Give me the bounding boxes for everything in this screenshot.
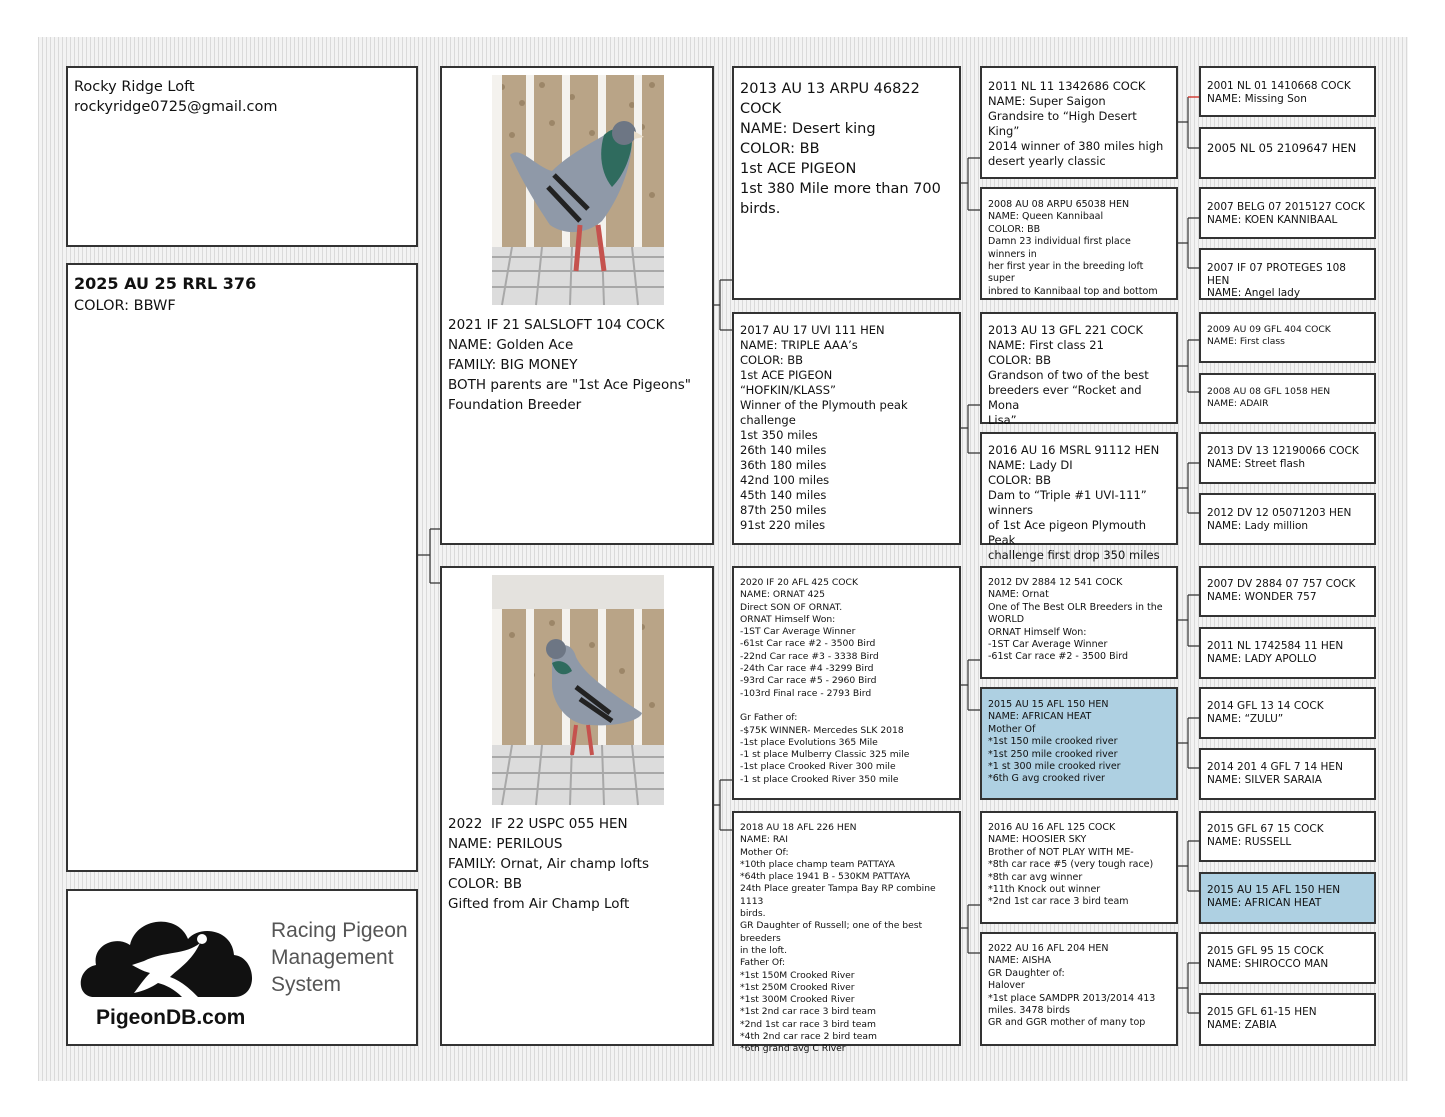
pedigree-line: 2009 AU 09 GFL 404 COCK [1207, 324, 1331, 335]
pedigree-line: 2014 GFL 13 14 COCK [1207, 700, 1324, 712]
pedigree-line: 2014 winner of 380 miles high [988, 139, 1164, 153]
gen4-box [1199, 373, 1376, 424]
pedigree-line: *6th G avg crooked river [988, 773, 1105, 785]
pedigree-line: *64th place 1941 B - 530KM PATTAYA [740, 871, 911, 883]
pedigree-line: -$75K WINNER- Mercedes SLK 2018 [740, 724, 904, 736]
pedigree-line: 2013 DV 13 12190066 COCK [1207, 445, 1359, 457]
logo-site: PigeonDB.com [96, 1006, 246, 1029]
pedigree-line: 36th 180 miles [740, 458, 827, 472]
pedigree-line: Father Of: [740, 957, 786, 969]
grandparent-box [732, 811, 961, 1055]
pedigree-line: Damn 23 individual first place winners in [988, 236, 1134, 260]
pedigree-line: -1 st place Crooked River 350 mile [740, 773, 899, 785]
pedigree-line: *1st place SAMDPR 2013/2014 413 [988, 992, 1156, 1004]
pedigree-line: desert yearly classic [988, 154, 1106, 168]
pedigree-line: NAME: Street flash [1207, 457, 1306, 470]
pedigree-line: *1st 300M Crooked River [740, 994, 855, 1006]
pedigree-line: 2020 IF 20 AFL 425 COCK [740, 577, 858, 588]
gen4-box [1199, 493, 1376, 545]
pedigree-line: NAME: ZABIA [1207, 1018, 1277, 1031]
pedigree-line: 91st 220 miles [740, 518, 826, 532]
dam-line: FAMILY: Ornat, Air champ lofts [448, 856, 649, 872]
pedigree-line: *8th car race #5 (very tough race) [988, 859, 1154, 871]
pedigree-line: NAME: HOOSIER SKY [988, 834, 1087, 846]
pedigree-line: 42nd 100 miles [740, 473, 830, 487]
pedigree-line: NAME: AISHA [988, 955, 1051, 967]
pedigree-line: *1 st 300 mile crooked river [988, 761, 1121, 773]
gen4-box [1199, 932, 1376, 984]
dam-line: COLOR: BB [448, 876, 523, 892]
pedigree-line: NAME: SHIROCCO MAN [1207, 957, 1329, 970]
pedigree-line: 24th Place greater Tampa Bay RP combine 1113 [740, 883, 939, 907]
pedigree-line: 2008 AU 08 GFL 1058 HEN [1207, 386, 1331, 397]
great-grandparent-box [980, 566, 1178, 679]
pedigree-line: NAME: RUSSELL [1207, 835, 1292, 848]
pedigree-line: -24th Car race #4 -3299 Bird [740, 663, 874, 675]
pedigree-line: *1st 2nd car race 3 bird team [740, 1006, 876, 1018]
great-grandparent-box [980, 312, 1178, 427]
pedigree-line: 26th 140 miles [740, 443, 827, 457]
sire-line: Foundation Breeder [448, 397, 582, 413]
great-grandparent-box [980, 932, 1178, 1046]
pedigree-line: NAME: RAI [740, 834, 788, 846]
subject-color: COLOR: BBWF [74, 298, 176, 314]
sire-line: 2021 IF 21 SALSLOFT 104 COCK [448, 317, 665, 333]
pedigree-line: 1st ACE PIGEON [740, 368, 833, 382]
pedigree-line [740, 700, 953, 712]
sire-box [440, 66, 714, 545]
pedigree-line: -103rd Final race - 2793 Bird [740, 687, 872, 699]
pedigree-line: 2007 BELG 07 2015127 COCK [1207, 201, 1365, 213]
pedigree-line: Dam to “Triple #1 UVI-111” winners [988, 488, 1151, 517]
pedigree-line: NAME: Lady DI [988, 458, 1073, 472]
pedigree-line: GR Daughter of Russell; one of the best breeders [740, 920, 926, 944]
pedigree-line: NAME: Super Saigon [988, 94, 1106, 108]
pedigree-line: COLOR: BB [740, 353, 804, 367]
pedigree-line: NAME: LADY APOLLO [1207, 652, 1317, 665]
pedigree-line: -93rd Car race #5 - 2960 Bird [740, 675, 877, 687]
loft-info-box [66, 66, 418, 247]
pedigree-line: her first year in the breeding loft super [988, 261, 1147, 285]
pedigree-line: 1st 350 miles [740, 428, 818, 442]
pedigree-line: -22nd Car race #3 - 3338 Bird [740, 650, 879, 662]
gen4-box-highlighted [1199, 872, 1376, 924]
pedigree-line: 2015 GFL 67 15 COCK [1207, 823, 1324, 835]
pedigree-line: birds. [740, 908, 766, 920]
pedigree-line: ORNAT Himself Won: [988, 626, 1087, 638]
pedigree-line: NAME: First class 21 [988, 338, 1104, 352]
pedigree-line: COLOR: BB [988, 353, 1052, 367]
pedigree-line: 2013 AU 13 ARPU 46822 COCK [740, 81, 925, 117]
pedigree-line: NAME: Lady million [1207, 519, 1309, 532]
pedigree-line: 1st 380 Mile more than 700 [740, 181, 941, 197]
pedigree-line: GR Daughter of: [988, 967, 1065, 979]
pedigree-line: 2012 DV 2884 12 541 COCK [988, 577, 1123, 588]
pedigree-line: ORNAT Himself Won: [740, 613, 836, 625]
pedigree-line: 2013 AU 13 GFL 221 COCK [988, 323, 1143, 337]
logo-line-1: Racing Pigeon [271, 919, 408, 942]
pedigree-line: in the loft. [740, 944, 788, 956]
great-grandparent-box [980, 187, 1178, 300]
pigeon-photo-icon [492, 75, 664, 305]
gen4-box [1199, 687, 1376, 739]
pedigree-line: NAME: ADAIR [1207, 398, 1269, 410]
logo-line-2: Management [271, 946, 394, 969]
loft-name: Rocky Ridge Loft [74, 79, 195, 95]
grandparent-box [732, 66, 961, 300]
pedigree-line: 2011 NL 1742584 11 HEN [1207, 640, 1344, 652]
dam-box [440, 566, 714, 1046]
pedigree-line: GR and GGR mother of many top [988, 1017, 1146, 1029]
pedigree-line: 2016 AU 16 AFL 125 COCK [988, 822, 1116, 833]
pedigree-line: *11th Knock out winner [988, 884, 1101, 896]
pedigree-line: birds. [740, 201, 781, 217]
pedigree-line: NAME: Missing Son [1207, 92, 1307, 105]
pedigree-line: *1st 150 mile crooked river [988, 736, 1118, 748]
pedigree-line: breeders ever “Rocket and Mona [988, 383, 1146, 412]
pedigree-line: -1ST Car Average Winner [740, 626, 856, 638]
pedigree-line: inbred to Kannibaal top and bottom [988, 285, 1158, 297]
pedigree-line: *10th place champ team PATTAYA [740, 858, 895, 870]
gen4-box [1199, 432, 1376, 484]
dam-line: NAME: PERILOUS [448, 836, 563, 852]
pigeondb-logo-box [66, 889, 418, 1046]
pedigree-line: *2nd 1st car race 3 bird team [740, 1018, 876, 1030]
pedigree-line: 2017 AU 17 UVI 111 HEN [740, 323, 885, 337]
pedigree-line: -61st Car race #2 - 3500 Bird [740, 638, 876, 650]
pedigree-line: NAME: Desert king [740, 121, 876, 137]
dam-text [448, 814, 649, 914]
great-grandparent-box [980, 66, 1178, 179]
pedigree-line: NAME: Queen Kannibaal [988, 211, 1104, 223]
pedigree-line: *1st 150M Crooked River [740, 969, 855, 981]
sire-photo [492, 75, 664, 305]
pedigree-line: NAME: ORNAT 425 [740, 589, 826, 601]
pedigree-line: 2022 AU 16 AFL 204 HEN [988, 943, 1109, 954]
pedigree-line: Lisa” [988, 413, 1017, 427]
pedigree-line: *2nd 1st car race 3 bird team [988, 896, 1129, 908]
pedigree-line: Mother Of [988, 723, 1036, 735]
pedigree-line: *1st 250M Crooked River [740, 981, 855, 993]
pedigree-line: 87th 250 miles [740, 503, 827, 517]
gen4-box [1199, 127, 1376, 179]
pedigree-line: -1 st place Mulberry Classic 325 mile [740, 749, 910, 761]
pedigree-line: NAME: Ornat [988, 589, 1049, 601]
pedigree-line: NAME: WONDER 757 [1207, 590, 1317, 603]
dam-photo [492, 575, 664, 805]
pedigree-line: *6th grand avg C River [740, 1043, 846, 1055]
pedigree-line: 2018 AU 18 AFL 226 HEN [740, 822, 857, 833]
pedigree-line: NAME: KOEN KANNIBAAL [1207, 213, 1338, 226]
pedigree-line: Winner of the Plymouth peak challenge [740, 398, 912, 427]
great-grandparent-box [980, 811, 1178, 924]
pedigree-line: *8th car avg winner [988, 871, 1083, 883]
gen4-box [1199, 627, 1376, 679]
pedigree-line: NAME: SILVER SARAIA [1207, 773, 1322, 786]
pedigree-line: WORLD [988, 614, 1025, 626]
gen4-box [1199, 66, 1376, 117]
pedigree-line: 2008 AU 08 ARPU 65038 HEN [988, 199, 1130, 210]
pedigree-line: 2011 NL 11 1342686 COCK [988, 79, 1146, 93]
subject-band: 2025 AU 25 RRL 376 [74, 274, 257, 293]
pedigree-line: -1st place Evolutions 365 Mile [740, 736, 878, 748]
pedigree-line: 2015 GFL 61-15 HEN [1207, 1006, 1317, 1018]
loft-email: rockyridge0725@gmail.com [74, 99, 278, 115]
pedigree-line: 45th 140 miles [740, 488, 827, 502]
grandparent-box [732, 566, 961, 800]
pedigree-line: -1st place Crooked River 300 mile [740, 761, 896, 773]
pedigree-line: challenge first drop 350 miles [988, 548, 1160, 562]
gen4-box [1199, 993, 1376, 1046]
pedigree-line: 2007 IF 07 PROTEGES 108 HEN [1207, 262, 1350, 287]
sire-line: FAMILY: BIG MONEY [448, 357, 578, 373]
pedigree-line: Direct SON OF ORNAT. [740, 601, 843, 613]
pedigree-line: of 1st Ace pigeon Plymouth Peak [988, 518, 1150, 547]
pedigree-line: Grandson of two of the best [988, 368, 1149, 382]
gen4-box [1199, 748, 1376, 800]
pedigree-line: *1st 250 mile crooked river [988, 748, 1118, 760]
pedigree-line: 2007 DV 2884 07 757 COCK [1207, 578, 1356, 590]
sire-line: BOTH parents are "1st Ace Pigeons" [448, 377, 691, 393]
pedigree-line: COLOR: BB [988, 473, 1052, 487]
pedigree-line: 2015 AU 15 AFL 150 HEN [988, 699, 1109, 710]
pedigree-line: NAME: TRIPLE AAA’s [740, 338, 858, 352]
pedigree-line: 1st ACE PIGEON [740, 161, 857, 177]
pedigree-line: Grandsire to “High Desert King” [988, 109, 1141, 138]
gen4-box [1199, 187, 1376, 239]
pedigree-line: 2016 AU 16 MSRL 91112 HEN [988, 443, 1160, 457]
pedigree-line: 2005 NL 05 2109647 HEN [1207, 141, 1357, 155]
dam-line: 2022 IF 22 USPC 055 HEN [448, 816, 628, 832]
pedigree-line: -61st Car race #2 - 3500 Bird [988, 651, 1128, 663]
subject-pigeon-box [66, 263, 418, 872]
logo-line-3: System [271, 973, 342, 996]
pedigree-line: -1ST Car Average Winner [988, 639, 1108, 651]
pedigree-line: NAME: Angel lady [1207, 287, 1301, 299]
pedigree-line: 2001 NL 01 1410668 COCK [1207, 80, 1351, 92]
pedigree-line: *4th 2nd car race 2 bird team [740, 1031, 877, 1043]
dam-line: Gifted from Air Champ Loft [448, 896, 630, 912]
pedigree-line: NAME: “ZULU” [1207, 712, 1284, 725]
pedigree-line: 2015 AU 15 AFL 150 HEN [1207, 884, 1341, 896]
gen4-box [1199, 312, 1376, 363]
sire-text [448, 315, 691, 415]
pedigree-line: 2012 DV 12 05071203 HEN [1207, 507, 1352, 519]
pedigree-line: Halover [988, 980, 1025, 992]
logo-tagline [271, 917, 408, 998]
pedigree-line: “HOFKIN/KLASS” [740, 383, 836, 397]
gen4-box [1199, 811, 1376, 862]
gen4-box [1199, 566, 1376, 617]
pedigree-line: 2015 GFL 95 15 COCK [1207, 945, 1324, 957]
gen4-box [1199, 248, 1376, 300]
pigeondb-cloud-logo-icon [74, 899, 264, 1009]
great-grandparent-box [980, 432, 1178, 562]
pedigree-line: 2014 201 4 GFL 7 14 HEN [1207, 761, 1343, 773]
grandparent-box [732, 312, 961, 545]
pedigree-line: Mother Of: [740, 846, 789, 858]
pedigree-line: NAME: AFRICAN HEAT [988, 711, 1092, 723]
pedigree-line: Gr Father of: [740, 712, 798, 724]
pedigree-line: NAME: AFRICAN HEAT [1207, 896, 1322, 909]
pedigree-line: COLOR: BB [740, 141, 820, 157]
pigeon-photo-icon [492, 575, 664, 805]
pedigree-line: One of The Best OLR Breeders in the [988, 601, 1163, 613]
pedigree-line: Brother of NOT PLAY WITH ME- [988, 846, 1134, 858]
great-grandparent-box-highlighted [980, 687, 1178, 800]
pedigree-line: miles. 3478 birds [988, 1005, 1070, 1017]
pedigree-line: COLOR: BB [988, 223, 1041, 235]
pedigree-line: NAME: First class [1207, 336, 1285, 348]
sire-line: NAME: Golden Ace [448, 337, 574, 353]
